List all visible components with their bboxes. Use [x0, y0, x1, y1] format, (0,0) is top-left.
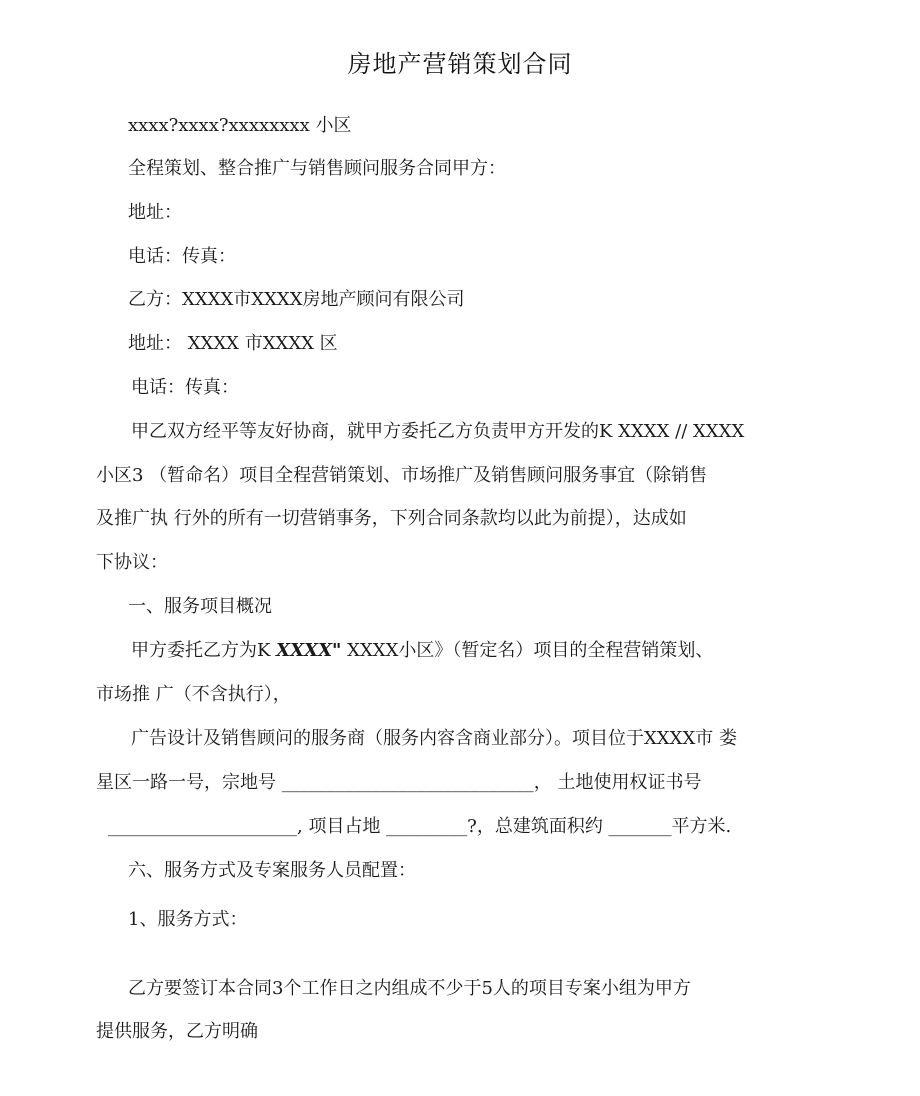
intro-paragraph-line-3: 及推广执 行外的所有一切营销事务，下列合同条款均以此为前提），达成如	[96, 508, 687, 529]
intro-paragraph-line-4: 下协议：	[96, 552, 168, 573]
party-b-address: 地址： XXXX 市XXXX 区	[128, 333, 338, 354]
section-1-line-1-start: 甲方委托乙方为K	[131, 640, 277, 661]
section-1-line-5: _____________________, 项目占地 _________?，总建筑面积约 _______平方米.	[108, 816, 732, 837]
contract-title-line: 全程策划、整合推广与销售顾问服务合同甲方：	[128, 158, 506, 179]
party-b-phone-fax: 电话：传真：	[131, 377, 239, 398]
intro-paragraph-line-1: 甲乙双方经平等友好协商，就甲方委托乙方负责甲方开发的K XXXX // XXXX	[131, 421, 745, 442]
subsection-1-heading: 1、服务方式：	[128, 909, 248, 930]
section-1-line-1	[131, 639, 713, 663]
party-a-phone-fax: 电话：传真：	[128, 246, 236, 267]
section-1-line-1-end: XXXX小区》（暂定名）项目的全程营销策划、	[341, 640, 714, 661]
project-code-emphasis: XXXX"	[276, 640, 342, 661]
section-1-heading: 一、服务项目概况	[128, 596, 272, 617]
section-6-heading: 六、服务方式及专案服务人员配置：	[128, 860, 416, 881]
party-a-address: 地址：	[128, 202, 182, 223]
party-b-name: 乙方：XXXX市XXXX房地产顾问有限公司	[128, 289, 465, 310]
section-1-line-4: 星区一路一号，宗地号 ____________________________， 土地使用权证书号	[96, 772, 702, 793]
project-name-line: xxxx?xxxx?xxxxxxxx 小区	[128, 115, 352, 136]
document-title: 房地产营销策划合同	[347, 50, 573, 78]
section-1-line-3: 广告设计及销售顾问的服务商（服务内容含商业部分）。项目位于XXXX市 娄	[131, 728, 737, 749]
intro-paragraph-line-2: 小区3 （暂命名）项目全程营销策划、市场推广及销售顾问服务事宜（除销售	[96, 465, 708, 486]
section-6-line-2: 提供服务，乙方明确	[96, 1021, 258, 1042]
section-6-line-1: 乙方要签订本合同3个工作日之内组成不少于5人的项目专案小组为甲方	[128, 978, 691, 999]
section-1-line-2: 市场推 广（不含执行），	[96, 684, 291, 705]
